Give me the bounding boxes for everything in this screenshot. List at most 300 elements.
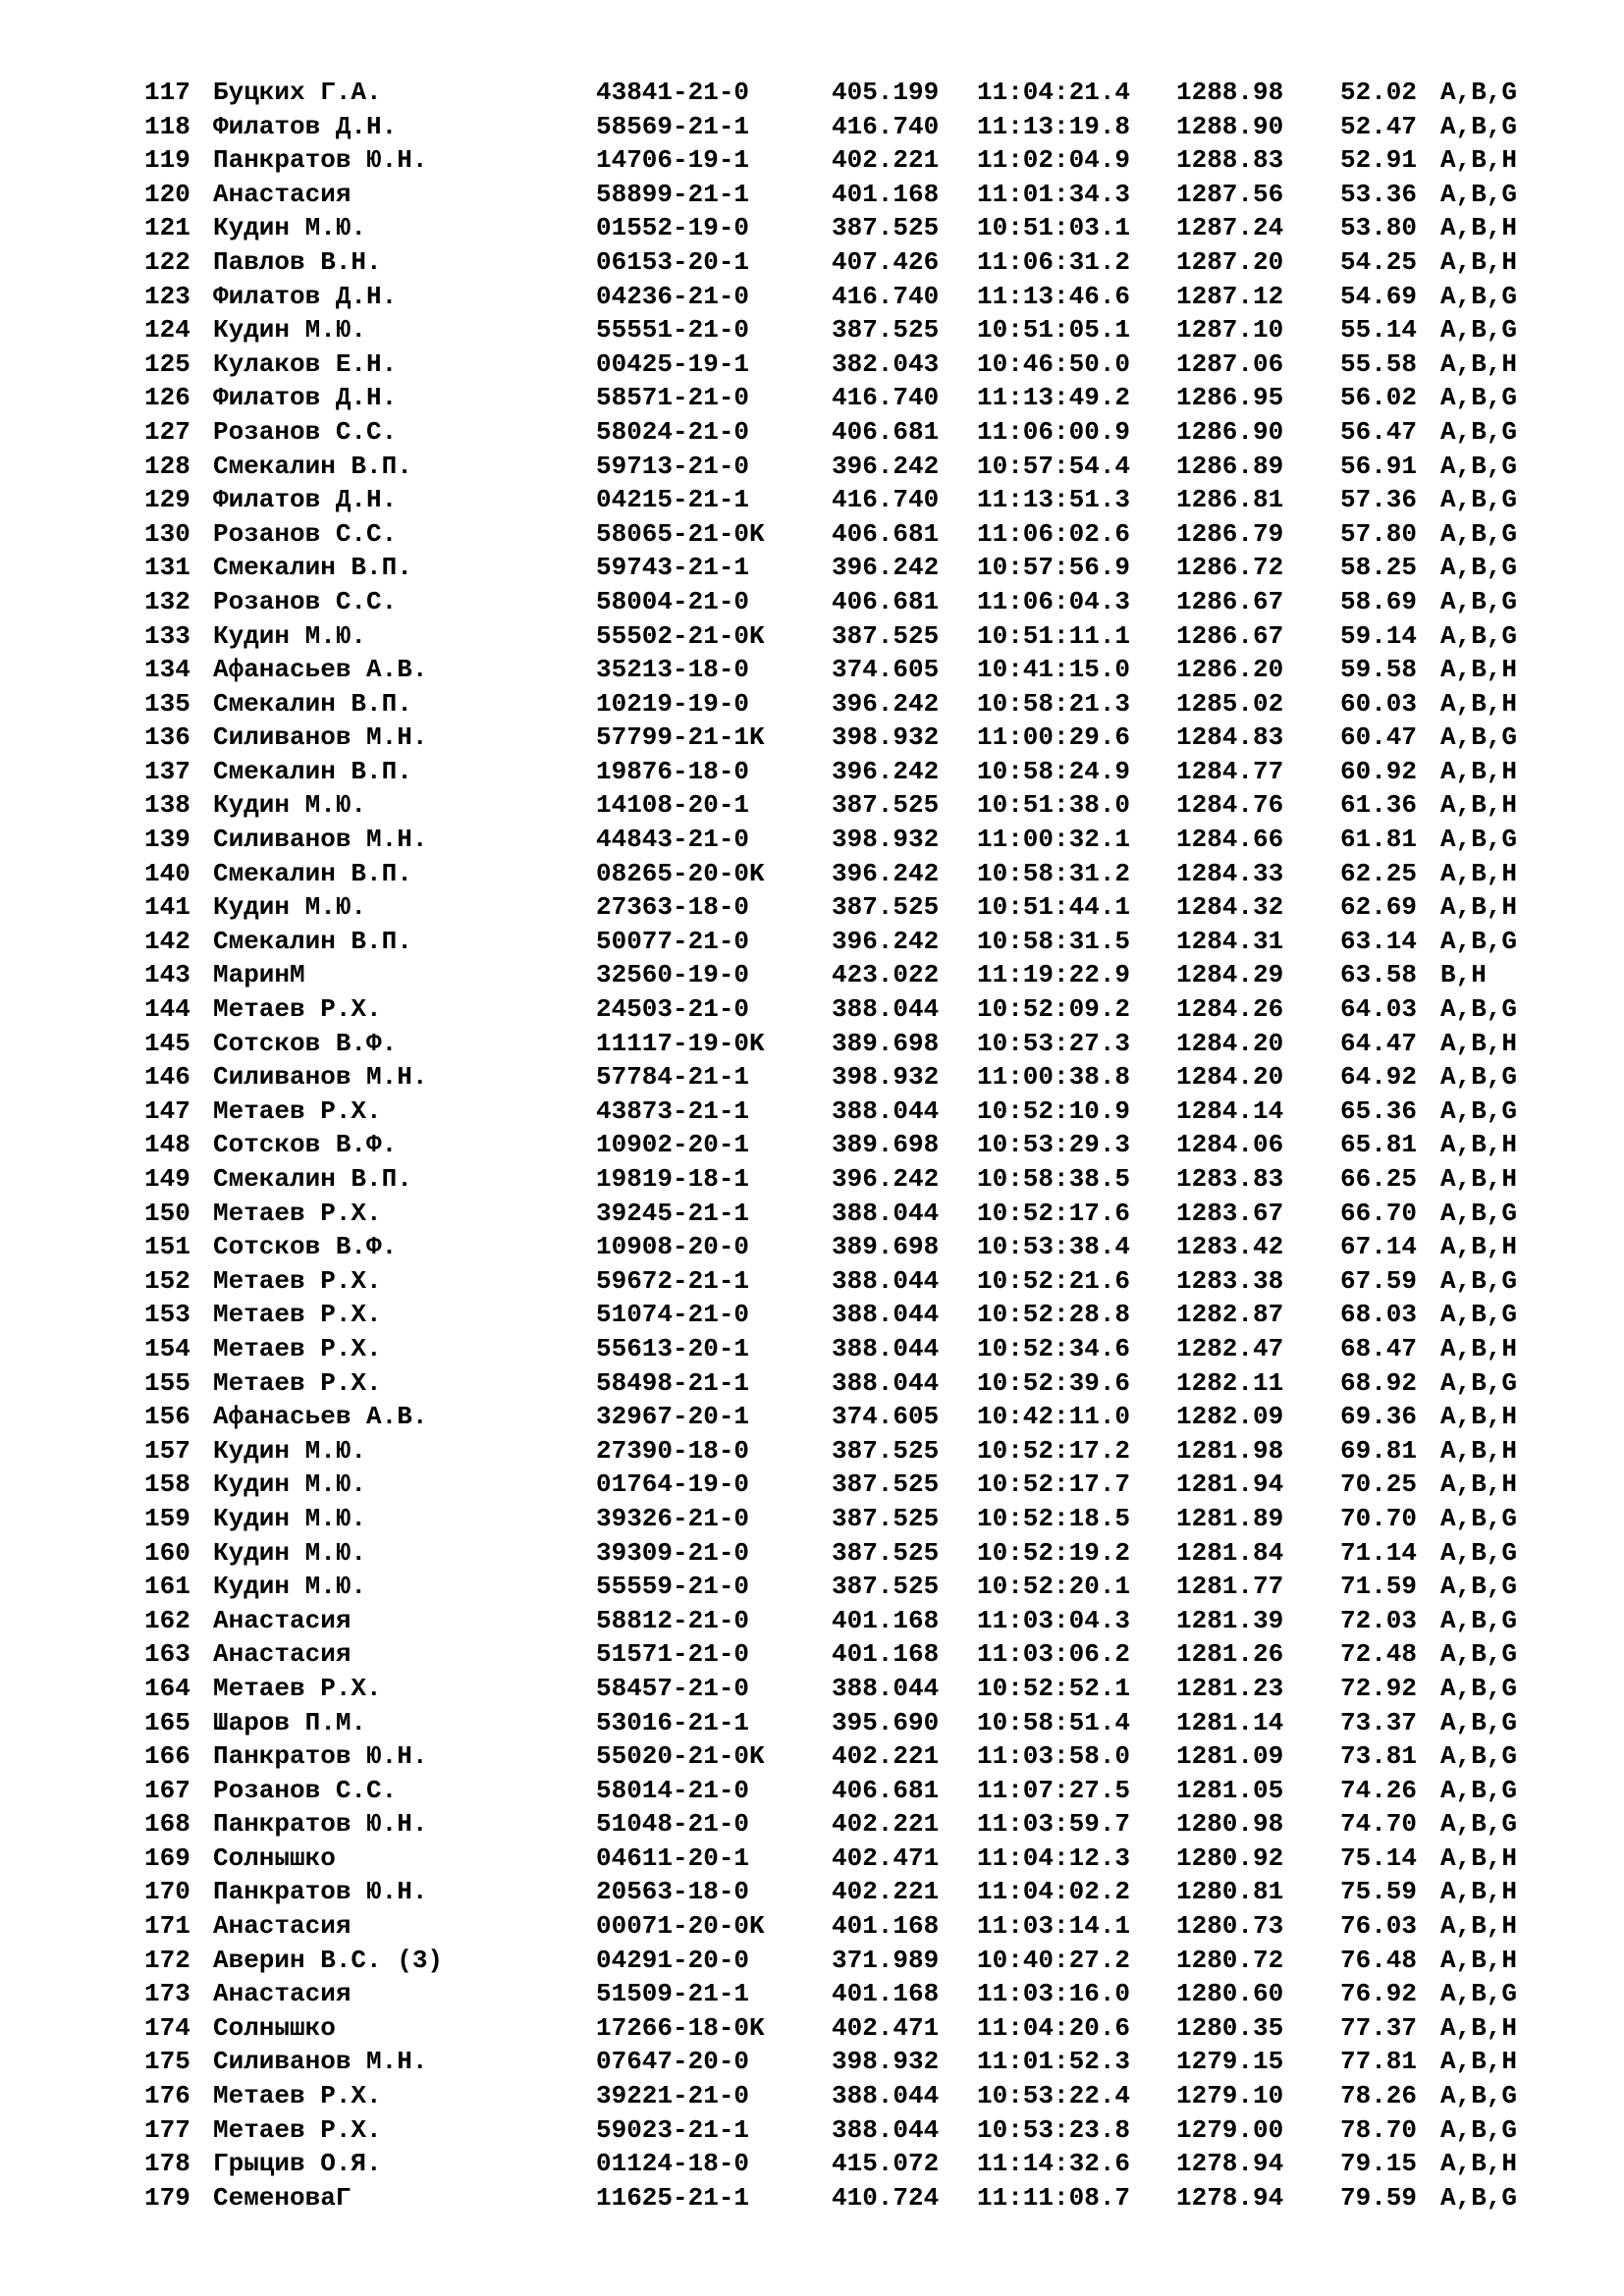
points-cell: 67.59 — [1340, 1265, 1418, 1296]
ring-id-cell: 59743-21-1 — [596, 553, 750, 583]
speed-cell: 1282.47 — [1176, 1333, 1284, 1363]
group-cell: A,B,G — [1440, 1979, 1518, 2009]
speed-cell: 1282.11 — [1176, 1367, 1284, 1398]
points-cell: 57.80 — [1340, 518, 1418, 549]
speed-cell: 1285.02 — [1176, 688, 1284, 719]
speed-cell: 1287.56 — [1176, 179, 1284, 209]
group-cell: A,B,G — [1440, 994, 1518, 1025]
arrival-time-cell: 11:07:27.5 — [977, 1775, 1131, 1805]
speed-cell: 1286.89 — [1176, 451, 1284, 481]
arrival-time-cell: 10:42:11.0 — [977, 1402, 1131, 1432]
ring-id-cell: 11625-21-1 — [596, 2182, 750, 2213]
name-cell: Метаев Р.Х. — [213, 994, 382, 1025]
ring-id-cell: 58014-21-0 — [596, 1775, 750, 1805]
rank-cell: 144 — [144, 994, 190, 1025]
arrival-time-cell: 10:52:21.6 — [977, 1265, 1131, 1296]
arrival-time-cell: 10:58:31.5 — [977, 926, 1131, 956]
arrival-time-cell: 11:06:04.3 — [977, 586, 1131, 616]
ring-id-cell: 08265-20-0K — [596, 858, 765, 888]
rank-cell: 176 — [144, 2081, 190, 2111]
group-cell: A,B,G — [1440, 1741, 1518, 1772]
group-cell: A,B,H — [1440, 790, 1518, 821]
group-cell: A,B,H — [1440, 1164, 1518, 1194]
rank-cell: 150 — [144, 1198, 190, 1228]
distance-cell: 396.242 — [832, 756, 940, 786]
name-cell: Силиванов М.Н. — [213, 1062, 428, 1093]
rank-cell: 156 — [144, 1402, 190, 1432]
points-cell: 52.91 — [1340, 145, 1418, 176]
arrival-time-cell: 10:52:17.7 — [977, 1469, 1131, 1500]
points-cell: 61.36 — [1340, 790, 1418, 821]
group-cell: A,B,H — [1440, 1402, 1518, 1432]
points-cell: 52.47 — [1340, 111, 1418, 141]
distance-cell: 396.242 — [832, 858, 940, 888]
rank-cell: 129 — [144, 485, 190, 515]
name-cell: Метаев Р.Х. — [213, 1673, 382, 1703]
group-cell: A,B,H — [1440, 2149, 1518, 2179]
speed-cell: 1286.67 — [1176, 620, 1284, 651]
group-cell: A,B,G — [1440, 1707, 1518, 1737]
speed-cell: 1280.92 — [1176, 1842, 1284, 1873]
distance-cell: 423.022 — [832, 960, 940, 990]
ring-id-cell: 58498-21-1 — [596, 1367, 750, 1398]
distance-cell: 374.605 — [832, 655, 940, 685]
distance-cell: 406.681 — [832, 416, 940, 447]
ring-id-cell: 51074-21-0 — [596, 1300, 750, 1330]
group-cell: A,B,H — [1440, 2047, 1518, 2077]
points-cell: 65.81 — [1340, 1130, 1418, 1160]
name-cell: Розанов С.С. — [213, 1775, 398, 1805]
rank-cell: 131 — [144, 553, 190, 583]
name-cell: Кудин М.Ю. — [213, 1572, 367, 1602]
points-cell: 59.58 — [1340, 655, 1418, 685]
group-cell: B,H — [1440, 960, 1487, 990]
group-cell: A,B,G — [1440, 1265, 1518, 1296]
distance-cell: 398.932 — [832, 1062, 940, 1093]
rank-cell: 139 — [144, 825, 190, 855]
arrival-time-cell: 11:06:31.2 — [977, 246, 1131, 277]
speed-cell: 1287.06 — [1176, 348, 1284, 379]
distance-cell: 388.044 — [832, 1367, 940, 1398]
arrival-time-cell: 10:58:51.4 — [977, 1707, 1131, 1737]
group-cell: A,B,G — [1440, 620, 1518, 651]
speed-cell: 1286.79 — [1176, 518, 1284, 549]
arrival-time-cell: 11:14:32.6 — [977, 2149, 1131, 2179]
ring-id-cell: 14706-19-1 — [596, 145, 750, 176]
arrival-time-cell: 10:51:11.1 — [977, 620, 1131, 651]
points-cell: 77.37 — [1340, 2012, 1418, 2043]
speed-cell: 1286.90 — [1176, 416, 1284, 447]
rank-cell: 136 — [144, 722, 190, 753]
speed-cell: 1281.23 — [1176, 1673, 1284, 1703]
name-cell: Кудин М.Ю. — [213, 620, 367, 651]
speed-cell: 1286.72 — [1176, 553, 1284, 583]
group-cell: A,B,H — [1440, 1435, 1518, 1466]
distance-cell: 388.044 — [832, 2081, 940, 2111]
speed-cell: 1281.94 — [1176, 1469, 1284, 1500]
group-cell: A,B,G — [1440, 451, 1518, 481]
ring-id-cell: 58024-21-0 — [596, 416, 750, 447]
rank-cell: 177 — [144, 2114, 190, 2145]
name-cell: Анастасия — [213, 1639, 352, 1670]
points-cell: 73.81 — [1340, 1741, 1418, 1772]
rank-cell: 147 — [144, 1095, 190, 1126]
points-cell: 70.70 — [1340, 1503, 1418, 1533]
group-cell: A,B,G — [1440, 1503, 1518, 1533]
rank-cell: 164 — [144, 1673, 190, 1703]
rank-cell: 148 — [144, 1130, 190, 1160]
speed-cell: 1281.89 — [1176, 1503, 1284, 1533]
ring-id-cell: 04236-21-0 — [596, 281, 750, 311]
ring-id-cell: 53016-21-1 — [596, 1707, 750, 1737]
distance-cell: 405.199 — [832, 78, 940, 107]
points-cell: 66.70 — [1340, 1198, 1418, 1228]
points-cell: 69.81 — [1340, 1435, 1418, 1466]
speed-cell: 1284.83 — [1176, 722, 1284, 753]
name-cell: Анастасия — [213, 1911, 352, 1942]
group-cell: A,B,G — [1440, 1367, 1518, 1398]
group-cell: A,B,H — [1440, 2012, 1518, 2043]
arrival-time-cell: 11:03:06.2 — [977, 1639, 1131, 1670]
arrival-time-cell: 10:53:27.3 — [977, 1028, 1131, 1058]
distance-cell: 402.471 — [832, 1842, 940, 1873]
name-cell: Смекалин В.П. — [213, 1164, 412, 1194]
arrival-time-cell: 10:51:38.0 — [977, 790, 1131, 821]
arrival-time-cell: 11:00:38.8 — [977, 1062, 1131, 1093]
ring-id-cell: 10908-20-0 — [596, 1232, 750, 1262]
distance-cell: 388.044 — [832, 1300, 940, 1330]
arrival-time-cell: 10:52:20.1 — [977, 1572, 1131, 1602]
distance-cell: 387.525 — [832, 790, 940, 821]
distance-cell: 416.740 — [832, 383, 940, 413]
speed-cell: 1287.20 — [1176, 246, 1284, 277]
ring-id-cell: 44843-21-0 — [596, 825, 750, 855]
arrival-time-cell: 10:52:52.1 — [977, 1673, 1131, 1703]
arrival-time-cell: 11:06:02.6 — [977, 518, 1131, 549]
group-cell: A,B,H — [1440, 145, 1518, 176]
name-cell: Смекалин В.П. — [213, 756, 412, 786]
rank-cell: 124 — [144, 315, 190, 346]
group-cell: A,B,G — [1440, 1572, 1518, 1602]
ring-id-cell: 55559-21-0 — [596, 1572, 750, 1602]
ring-id-cell: 39221-21-0 — [596, 2081, 750, 2111]
name-cell: Метаев Р.Х. — [213, 1265, 382, 1296]
ring-id-cell: 59713-21-0 — [596, 451, 750, 481]
ring-id-cell: 32967-20-1 — [596, 1402, 750, 1432]
group-cell: A,B,H — [1440, 688, 1518, 719]
name-cell: Анастасия — [213, 179, 352, 209]
rank-cell: 122 — [144, 246, 190, 277]
ring-id-cell: 35213-18-0 — [596, 655, 750, 685]
rank-cell: 125 — [144, 348, 190, 379]
rank-cell: 172 — [144, 1945, 190, 1975]
speed-cell: 1284.76 — [1176, 790, 1284, 821]
ring-id-cell: 00071-20-0K — [596, 1911, 765, 1942]
distance-cell: 402.471 — [832, 2012, 940, 2043]
arrival-time-cell: 10:58:31.2 — [977, 858, 1131, 888]
rank-cell: 117 — [144, 78, 190, 107]
speed-cell: 1282.87 — [1176, 1300, 1284, 1330]
name-cell: Смекалин В.П. — [213, 688, 412, 719]
distance-cell: 401.168 — [832, 1605, 940, 1635]
speed-cell: 1284.31 — [1176, 926, 1284, 956]
rank-cell: 130 — [144, 518, 190, 549]
group-cell: A,B,G — [1440, 78, 1518, 107]
rank-cell: 149 — [144, 1164, 190, 1194]
group-cell: A,B,G — [1440, 2114, 1518, 2145]
name-cell: Панкратов Ю.Н. — [213, 1741, 428, 1772]
rank-cell: 152 — [144, 1265, 190, 1296]
name-cell: Розанов С.С. — [213, 518, 398, 549]
distance-cell: 402.221 — [832, 1877, 940, 1907]
distance-cell: 387.525 — [832, 1469, 940, 1500]
name-cell: Анастасия — [213, 1605, 352, 1635]
ring-id-cell: 55551-21-0 — [596, 315, 750, 346]
speed-cell: 1284.66 — [1176, 825, 1284, 855]
rank-cell: 138 — [144, 790, 190, 821]
ring-id-cell: 24503-21-0 — [596, 994, 750, 1025]
ring-id-cell: 58571-21-0 — [596, 383, 750, 413]
group-cell: A,B,H — [1440, 756, 1518, 786]
distance-cell: 402.221 — [832, 1809, 940, 1840]
points-cell: 72.92 — [1340, 1673, 1418, 1703]
points-cell: 76.92 — [1340, 1979, 1418, 2009]
name-cell: Метаев Р.Х. — [213, 1095, 382, 1126]
group-cell: A,B,H — [1440, 1945, 1518, 1975]
rank-cell: 179 — [144, 2182, 190, 2213]
ring-id-cell: 01124-18-0 — [596, 2149, 750, 2179]
ring-id-cell: 58457-21-0 — [596, 1673, 750, 1703]
group-cell: A,B,G — [1440, 1605, 1518, 1635]
rank-cell: 119 — [144, 145, 190, 176]
distance-cell: 389.698 — [832, 1028, 940, 1058]
name-cell: Кудин М.Ю. — [213, 315, 367, 346]
distance-cell: 396.242 — [832, 553, 940, 583]
arrival-time-cell: 10:53:38.4 — [977, 1232, 1131, 1262]
rank-cell: 173 — [144, 1979, 190, 2009]
points-cell: 76.03 — [1340, 1911, 1418, 1942]
speed-cell: 1280.35 — [1176, 2012, 1284, 2043]
name-cell: Смекалин В.П. — [213, 451, 412, 481]
arrival-time-cell: 10:52:10.9 — [977, 1095, 1131, 1126]
distance-cell: 374.605 — [832, 1402, 940, 1432]
name-cell: Метаев Р.Х. — [213, 2081, 382, 2111]
arrival-time-cell: 11:01:52.3 — [977, 2047, 1131, 2077]
rank-cell: 143 — [144, 960, 190, 990]
group-cell: A,B,H — [1440, 1028, 1518, 1058]
rank-cell: 167 — [144, 1775, 190, 1805]
group-cell: A,B,H — [1440, 1333, 1518, 1363]
arrival-time-cell: 11:04:21.4 — [977, 78, 1131, 107]
points-cell: 66.25 — [1340, 1164, 1418, 1194]
speed-cell: 1281.14 — [1176, 1707, 1284, 1737]
arrival-time-cell: 11:13:46.6 — [977, 281, 1131, 311]
group-cell: A,B,G — [1440, 2081, 1518, 2111]
arrival-time-cell: 10:51:03.1 — [977, 213, 1131, 243]
points-cell: 65.36 — [1340, 1095, 1418, 1126]
distance-cell: 401.168 — [832, 1979, 940, 2009]
ring-id-cell: 04291-20-0 — [596, 1945, 750, 1975]
points-cell: 64.03 — [1340, 994, 1418, 1025]
points-cell: 62.69 — [1340, 892, 1418, 923]
points-cell: 59.14 — [1340, 620, 1418, 651]
rank-cell: 145 — [144, 1028, 190, 1058]
name-cell: Кудин М.Ю. — [213, 892, 367, 923]
speed-cell: 1281.98 — [1176, 1435, 1284, 1466]
points-cell: 62.25 — [1340, 858, 1418, 888]
arrival-time-cell: 10:58:21.3 — [977, 688, 1131, 719]
name-cell: Метаев Р.Х. — [213, 2114, 382, 2145]
points-cell: 78.26 — [1340, 2081, 1418, 2111]
group-cell: A,B,H — [1440, 1877, 1518, 1907]
distance-cell: 398.932 — [832, 825, 940, 855]
distance-cell: 396.242 — [832, 451, 940, 481]
arrival-time-cell: 10:52:18.5 — [977, 1503, 1131, 1533]
distance-cell: 388.044 — [832, 1095, 940, 1126]
speed-cell: 1286.67 — [1176, 586, 1284, 616]
speed-cell: 1280.98 — [1176, 1809, 1284, 1840]
distance-cell: 387.525 — [832, 1503, 940, 1533]
distance-cell: 371.989 — [832, 1945, 940, 1975]
speed-cell: 1286.95 — [1176, 383, 1284, 413]
arrival-time-cell: 11:13:19.8 — [977, 111, 1131, 141]
ring-id-cell: 06153-20-1 — [596, 246, 750, 277]
group-cell: A,B,G — [1440, 315, 1518, 346]
name-cell: Солнышко — [213, 1842, 336, 1873]
arrival-time-cell: 10:51:44.1 — [977, 892, 1131, 923]
ring-id-cell: 19876-18-0 — [596, 756, 750, 786]
distance-cell: 396.242 — [832, 688, 940, 719]
distance-cell: 388.044 — [832, 994, 940, 1025]
ring-id-cell: 10902-20-1 — [596, 1130, 750, 1160]
speed-cell: 1286.81 — [1176, 485, 1284, 515]
arrival-time-cell: 10:58:24.9 — [977, 756, 1131, 786]
name-cell: Розанов С.С. — [213, 416, 398, 447]
distance-cell: 416.740 — [832, 281, 940, 311]
rank-cell: 157 — [144, 1435, 190, 1466]
speed-cell: 1280.81 — [1176, 1877, 1284, 1907]
name-cell: Смекалин В.П. — [213, 926, 412, 956]
distance-cell: 387.525 — [832, 1537, 940, 1568]
name-cell: Анастасия — [213, 1979, 352, 2009]
ring-id-cell: 55020-21-0K — [596, 1741, 765, 1772]
speed-cell: 1281.09 — [1176, 1741, 1284, 1772]
rank-cell: 123 — [144, 281, 190, 311]
ring-id-cell: 11117-19-0K — [596, 1028, 765, 1058]
arrival-time-cell: 11:03:16.0 — [977, 1979, 1131, 2009]
speed-cell: 1284.29 — [1176, 960, 1284, 990]
points-cell: 71.59 — [1340, 1572, 1418, 1602]
name-cell: Метаев Р.Х. — [213, 1367, 382, 1398]
rank-cell: 155 — [144, 1367, 190, 1398]
rank-cell: 166 — [144, 1741, 190, 1772]
rank-cell: 171 — [144, 1911, 190, 1942]
distance-cell: 416.740 — [832, 111, 940, 141]
rank-cell: 146 — [144, 1062, 190, 1093]
rank-cell: 163 — [144, 1639, 190, 1670]
distance-cell: 387.525 — [832, 620, 940, 651]
arrival-time-cell: 10:53:22.4 — [977, 2081, 1131, 2111]
name-cell: МаринМ — [213, 960, 305, 990]
ring-id-cell: 57784-21-1 — [596, 1062, 750, 1093]
arrival-time-cell: 11:00:32.1 — [977, 825, 1131, 855]
ring-id-cell: 58004-21-0 — [596, 586, 750, 616]
speed-cell: 1282.09 — [1176, 1402, 1284, 1432]
points-cell: 79.15 — [1340, 2149, 1418, 2179]
speed-cell: 1284.14 — [1176, 1095, 1284, 1126]
group-cell: A,B,G — [1440, 179, 1518, 209]
distance-cell: 398.932 — [832, 722, 940, 753]
distance-cell: 416.740 — [832, 485, 940, 515]
arrival-time-cell: 10:41:15.0 — [977, 655, 1131, 685]
ring-id-cell: 39326-21-0 — [596, 1503, 750, 1533]
arrival-time-cell: 10:52:09.2 — [977, 994, 1131, 1025]
group-cell: A,B,G — [1440, 825, 1518, 855]
rank-cell: 178 — [144, 2149, 190, 2179]
arrival-time-cell: 10:53:29.3 — [977, 1130, 1131, 1160]
group-cell: A,B,G — [1440, 485, 1518, 515]
distance-cell: 387.525 — [832, 892, 940, 923]
ring-id-cell: 27390-18-0 — [596, 1435, 750, 1466]
name-cell: Силиванов М.Н. — [213, 722, 428, 753]
points-cell: 72.03 — [1340, 1605, 1418, 1635]
ring-id-cell: 59023-21-1 — [596, 2114, 750, 2145]
group-cell: A,B,G — [1440, 1639, 1518, 1670]
ring-id-cell: 58065-21-0K — [596, 518, 765, 549]
arrival-time-cell: 10:52:39.6 — [977, 1367, 1131, 1398]
distance-cell: 387.525 — [832, 1435, 940, 1466]
points-cell: 73.37 — [1340, 1707, 1418, 1737]
speed-cell: 1280.60 — [1176, 1979, 1284, 2009]
points-cell: 68.92 — [1340, 1367, 1418, 1398]
name-cell: Кулаков Е.Н. — [213, 348, 398, 379]
points-cell: 56.91 — [1340, 451, 1418, 481]
points-cell: 78.70 — [1340, 2114, 1418, 2145]
speed-cell: 1279.00 — [1176, 2114, 1284, 2145]
distance-cell: 406.681 — [832, 1775, 940, 1805]
name-cell: Грыцив О.Я. — [213, 2149, 382, 2179]
points-cell: 53.80 — [1340, 213, 1418, 243]
points-cell: 55.14 — [1340, 315, 1418, 346]
arrival-time-cell: 10:52:28.8 — [977, 1300, 1131, 1330]
group-cell: A,B,H — [1440, 348, 1518, 379]
points-cell: 60.03 — [1340, 688, 1418, 719]
name-cell: Аверин В.С. (3) — [213, 1945, 444, 1975]
ring-id-cell: 39245-21-1 — [596, 1198, 750, 1228]
arrival-time-cell: 10:52:17.6 — [977, 1198, 1131, 1228]
distance-cell: 388.044 — [832, 1333, 940, 1363]
group-cell: A,B,G — [1440, 111, 1518, 141]
distance-cell: 389.698 — [832, 1232, 940, 1262]
arrival-time-cell: 11:19:22.9 — [977, 960, 1131, 990]
group-cell: A,B,G — [1440, 1300, 1518, 1330]
distance-cell: 406.681 — [832, 518, 940, 549]
rank-cell: 120 — [144, 179, 190, 209]
points-cell: 55.58 — [1340, 348, 1418, 379]
name-cell: Шаров П.М. — [213, 1707, 367, 1737]
points-cell: 68.03 — [1340, 1300, 1418, 1330]
rank-cell: 126 — [144, 383, 190, 413]
speed-cell: 1288.83 — [1176, 145, 1284, 176]
speed-cell: 1278.94 — [1176, 2149, 1284, 2179]
speed-cell: 1278.94 — [1176, 2182, 1284, 2213]
speed-cell: 1284.06 — [1176, 1130, 1284, 1160]
ring-id-cell: 58899-21-1 — [596, 179, 750, 209]
ring-id-cell: 39309-21-0 — [596, 1537, 750, 1568]
arrival-time-cell: 11:03:58.0 — [977, 1741, 1131, 1772]
points-cell: 61.81 — [1340, 825, 1418, 855]
rank-cell: 169 — [144, 1842, 190, 1873]
